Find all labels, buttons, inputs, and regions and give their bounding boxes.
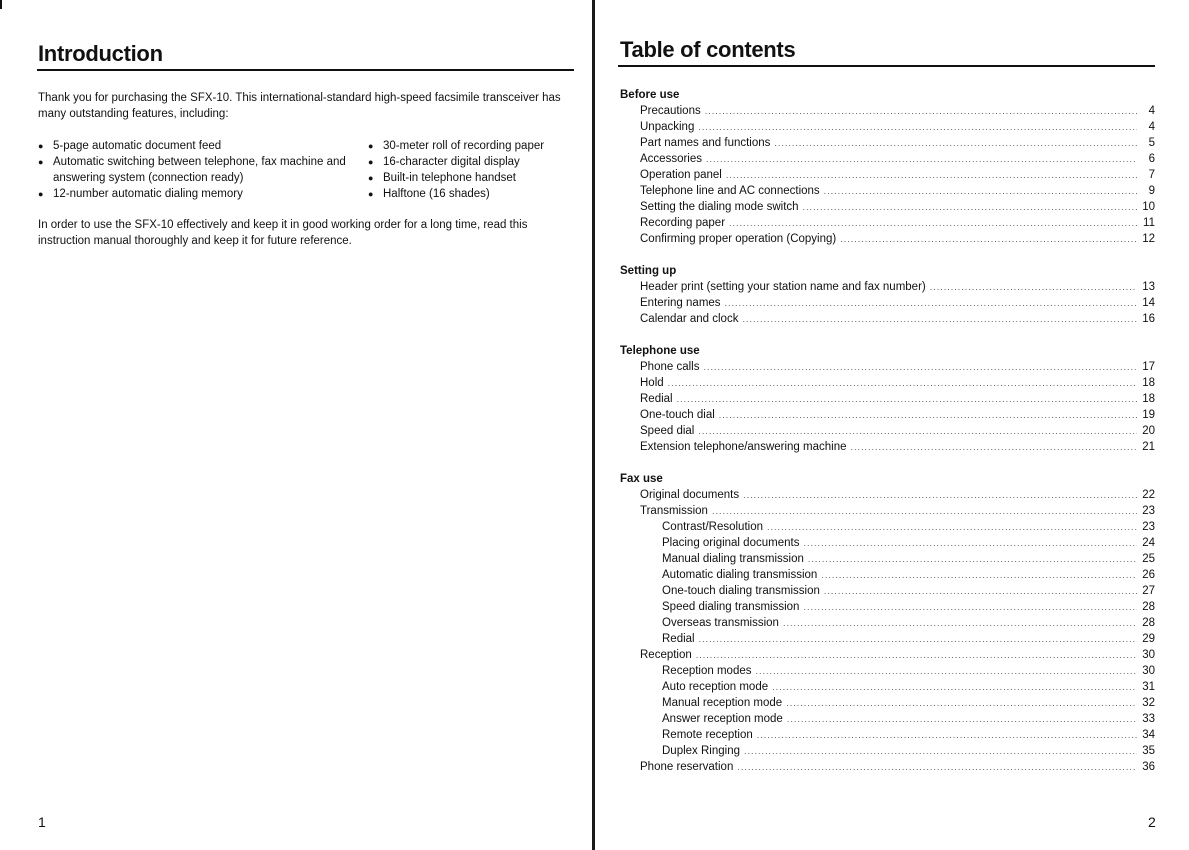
toc-entry-label: Reception modes xyxy=(662,665,752,677)
dot-leader xyxy=(757,727,1137,743)
right-page-contents xyxy=(598,0,1189,850)
toc-entry-label: Manual reception mode xyxy=(662,697,783,709)
toc-entry-page: 23 xyxy=(1142,521,1155,533)
toc-entry xyxy=(620,567,1155,583)
dot-leader xyxy=(786,695,1137,711)
page-number: 1 xyxy=(38,814,46,830)
dot-leader xyxy=(703,359,1137,375)
toc-entry xyxy=(620,167,1155,183)
intro-paragraph: Thank you for purchasing the SFX-10. This international-standard high-speed facsimile transceiver has many outstanding features, including: xyxy=(38,92,561,120)
toc-entry-label: Calendar and clock xyxy=(640,313,739,325)
toc-entry-label: Extension telephone/answering machine xyxy=(640,441,847,453)
toc-entry-label: Duplex Ringing xyxy=(662,745,740,757)
feature-item: ● Halftone (16 shades) xyxy=(368,186,578,202)
toc-entry-page: 30 xyxy=(1142,665,1155,677)
toc-entry-label: One-touch dialing transmission xyxy=(662,585,820,597)
book-spine xyxy=(592,0,595,850)
dot-leader xyxy=(712,503,1137,519)
usage-paragraph: In order to use the SFX-10 effectively and keep it in good working order for a long time, read this instruction manual thoroughly and keep it for future reference. xyxy=(38,219,528,247)
table-of-contents xyxy=(620,87,1155,791)
left-page-introduction xyxy=(0,0,590,850)
toc-entry xyxy=(620,679,1155,695)
toc-entry-label: Remote reception xyxy=(662,729,753,741)
toc-entry-label: Part names and functions xyxy=(640,137,771,149)
toc-section-title: Fax use xyxy=(620,473,663,485)
toc-entry-label: Overseas transmission xyxy=(662,617,779,629)
toc-entry xyxy=(620,439,1155,455)
toc-entry xyxy=(620,759,1155,775)
toc-entry-label: Speed dialing transmission xyxy=(662,601,800,613)
toc-entry-page: 34 xyxy=(1142,729,1155,741)
toc-entry-label: Transmission xyxy=(640,505,708,517)
toc-entry-label: Automatic dialing transmission xyxy=(662,569,818,581)
dot-leader xyxy=(696,647,1137,663)
toc-entry-page: 30 xyxy=(1142,649,1155,661)
toc-entry xyxy=(620,551,1155,567)
toc-entry xyxy=(620,279,1155,295)
page-title: Table of contents xyxy=(620,37,796,62)
toc-entry xyxy=(620,695,1155,711)
toc-entry xyxy=(620,487,1155,503)
toc-entry-label: Contrast/Resolution xyxy=(662,521,763,533)
toc-entry-label: Header print (setting your station name and fax number) xyxy=(640,281,926,293)
toc-entry xyxy=(620,375,1155,391)
dot-leader xyxy=(742,311,1137,327)
toc-entry-page: 18 xyxy=(1142,393,1155,405)
toc-entry xyxy=(620,599,1155,615)
dot-leader xyxy=(699,631,1137,647)
feature-item: ● 30-meter roll of recording paper xyxy=(368,138,578,154)
toc-entry xyxy=(620,423,1155,439)
toc-entry xyxy=(620,391,1155,407)
toc-entry-page: 16 xyxy=(1142,313,1155,325)
toc-entry-page: 27 xyxy=(1142,585,1155,597)
toc-entry xyxy=(620,583,1155,599)
toc-entry-page: 35 xyxy=(1142,745,1155,757)
toc-entry-label: Auto reception mode xyxy=(662,681,769,693)
toc-entry-page: 31 xyxy=(1142,681,1155,693)
toc-entry xyxy=(620,727,1155,743)
dot-leader xyxy=(851,439,1138,455)
dot-leader xyxy=(743,487,1137,503)
toc-entry-label: Redial xyxy=(640,393,673,405)
toc-section xyxy=(620,263,1155,327)
toc-entry-label: Setting the dialing mode switch xyxy=(640,201,799,213)
dot-leader xyxy=(767,519,1137,535)
dot-leader xyxy=(930,279,1137,295)
toc-entry-label: Precautions xyxy=(640,105,701,117)
dot-leader xyxy=(698,423,1137,439)
dot-leader xyxy=(772,679,1137,695)
toc-entry-label: Phone reservation xyxy=(640,761,734,773)
toc-entry-page: 13 xyxy=(1142,281,1155,293)
feature-column-1 xyxy=(38,138,358,202)
feature-item: ● 12-number automatic dialing memory xyxy=(38,186,358,202)
dot-leader xyxy=(808,551,1137,567)
toc-section-title: Telephone use xyxy=(620,345,700,357)
toc-entry-label: Answer reception mode xyxy=(662,713,783,725)
feature-item: ● Automatic switching between telephone, fax machine and answering system (connection ready) xyxy=(38,154,358,186)
dot-leader xyxy=(803,199,1137,215)
toc-entry xyxy=(620,647,1155,663)
feature-column-2 xyxy=(368,138,578,202)
toc-entry xyxy=(620,119,1155,135)
dot-leader xyxy=(698,119,1137,135)
title-rule xyxy=(37,69,574,71)
page-title: Introduction xyxy=(38,41,163,66)
dot-leader xyxy=(783,615,1137,631)
toc-entry-page: 29 xyxy=(1142,633,1155,645)
title-rule xyxy=(618,65,1155,67)
toc-entry-page: 18 xyxy=(1142,377,1155,389)
dot-leader xyxy=(677,391,1137,407)
toc-entry-page: 17 xyxy=(1142,361,1155,373)
toc-entry xyxy=(620,183,1155,199)
dot-leader xyxy=(803,535,1137,551)
toc-entry-page: 14 xyxy=(1142,297,1155,309)
toc-section-title: Setting up xyxy=(620,265,677,277)
toc-entry-page: 5 xyxy=(1148,137,1155,149)
feature-item: ● 5-page automatic document feed xyxy=(38,138,358,154)
feature-item: ● 16-character digital display xyxy=(368,154,578,170)
toc-entry-label: Telephone line and AC connections xyxy=(640,185,820,197)
toc-entry-page: 23 xyxy=(1142,505,1155,517)
dot-leader xyxy=(706,151,1137,167)
toc-entry-label: Hold xyxy=(640,377,664,389)
toc-entry-page: 11 xyxy=(1143,217,1155,229)
page-number: 2 xyxy=(1148,814,1156,830)
toc-entry-label: Entering names xyxy=(640,297,721,309)
toc-entry xyxy=(620,631,1155,647)
toc-entry-page: 4 xyxy=(1148,121,1155,133)
toc-entry-page: 24 xyxy=(1142,537,1155,549)
toc-entry xyxy=(620,311,1155,327)
toc-entry xyxy=(620,503,1155,519)
dot-leader xyxy=(840,231,1137,247)
toc-entry xyxy=(620,535,1155,551)
toc-entry-page: 36 xyxy=(1142,761,1155,773)
dot-leader xyxy=(729,215,1137,231)
dot-leader xyxy=(756,663,1138,679)
toc-entry-label: Phone calls xyxy=(640,361,700,373)
toc-entry-label: Placing original documents xyxy=(662,537,800,549)
toc-entry-page: 22 xyxy=(1142,489,1155,501)
toc-entry-label: One-touch dial xyxy=(640,409,715,421)
dot-leader xyxy=(824,583,1137,599)
dot-leader xyxy=(705,103,1137,119)
toc-entry-label: Operation panel xyxy=(640,169,722,181)
dot-leader xyxy=(821,567,1137,583)
toc-entry xyxy=(620,231,1155,247)
feature-item: ● Built-in telephone handset xyxy=(368,170,578,186)
toc-entry xyxy=(620,663,1155,679)
toc-entry-page: 19 xyxy=(1142,409,1155,421)
toc-entry-page: 28 xyxy=(1142,601,1155,613)
toc-section-title: Before use xyxy=(620,89,680,101)
toc-entry xyxy=(620,743,1155,759)
toc-entry-label: Original documents xyxy=(640,489,740,501)
toc-entry xyxy=(620,711,1155,727)
toc-entry xyxy=(620,359,1155,375)
toc-entry xyxy=(620,135,1155,151)
toc-section xyxy=(620,343,1155,455)
toc-entry-page: 33 xyxy=(1142,713,1155,725)
dot-leader xyxy=(803,599,1137,615)
toc-entry xyxy=(620,151,1155,167)
toc-entry-page: 9 xyxy=(1148,185,1155,197)
toc-entry-page: 12 xyxy=(1142,233,1155,245)
toc-entry xyxy=(620,407,1155,423)
toc-entry-label: Unpacking xyxy=(640,121,695,133)
toc-entry-label: Speed dial xyxy=(640,425,695,437)
toc-entry xyxy=(620,295,1155,311)
toc-entry xyxy=(620,215,1155,231)
toc-entry-page: 28 xyxy=(1142,617,1155,629)
toc-entry-page: 21 xyxy=(1142,441,1155,453)
toc-entry-label: Manual dialing transmission xyxy=(662,553,804,565)
toc-entry-page: 4 xyxy=(1148,105,1155,117)
toc-entry xyxy=(620,103,1155,119)
dot-leader xyxy=(668,375,1137,391)
toc-section xyxy=(620,471,1155,775)
dot-leader xyxy=(726,167,1137,183)
dot-leader xyxy=(737,759,1137,775)
toc-entry xyxy=(620,615,1155,631)
dot-leader xyxy=(774,135,1137,151)
toc-entry-label: Accessories xyxy=(640,153,702,165)
toc-entry-label: Reception xyxy=(640,649,692,661)
toc-entry-label: Recording paper xyxy=(640,217,726,229)
toc-entry-page: 25 xyxy=(1142,553,1155,565)
toc-section xyxy=(620,87,1155,247)
dot-leader xyxy=(719,407,1137,423)
toc-entry-page: 10 xyxy=(1142,201,1155,213)
toc-entry-page: 26 xyxy=(1142,569,1155,581)
dot-leader xyxy=(824,183,1137,199)
toc-entry xyxy=(620,199,1155,215)
dot-leader xyxy=(744,743,1137,759)
toc-entry-page: 7 xyxy=(1148,169,1155,181)
toc-entry-label: Confirming proper operation (Copying) xyxy=(640,233,837,245)
toc-entry xyxy=(620,519,1155,535)
dot-leader xyxy=(787,711,1137,727)
dot-leader xyxy=(725,295,1137,311)
toc-entry-page: 20 xyxy=(1142,425,1155,437)
toc-entry-page: 32 xyxy=(1142,697,1155,709)
toc-entry-page: 6 xyxy=(1148,153,1155,165)
toc-entry-label: Redial xyxy=(662,633,695,645)
